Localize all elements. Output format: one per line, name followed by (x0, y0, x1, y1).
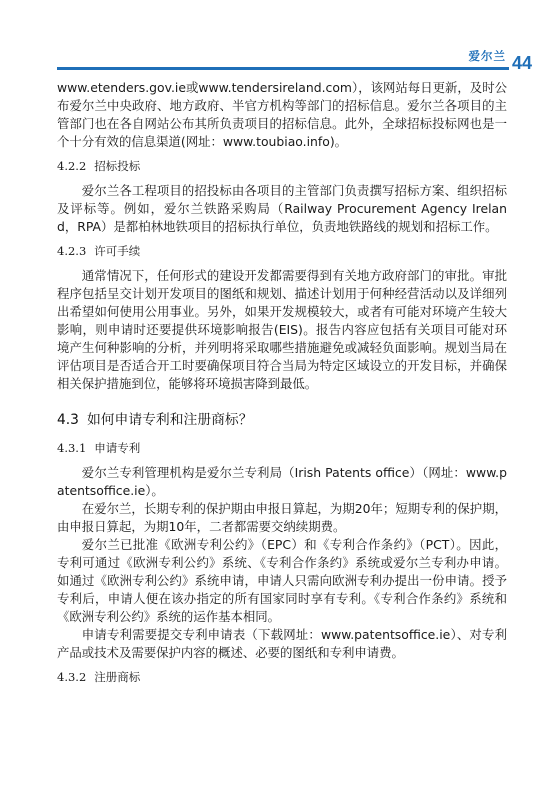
subsection-number: 4.3.1 (57, 441, 87, 455)
subsection-heading-4-2-3 (57, 242, 507, 260)
subsection-title: 招标投标 (94, 159, 141, 173)
running-header-title: 爱尔兰 (468, 49, 506, 63)
paragraph-permit-procedures: 通常情况下，任何形式的建设开发都需要得到有关地方政府部门的审批。审批程序包括呈交计划开发项目的图纸和规划、描述计划用于何种经营活动以及详细列出希望如何使用公用事业。另外，如果开发规模较大，或者有可能对环境产生较大影响，则申请时还要提供环境影响报告(EIS)。报告内容应包括有关项目可能对环境产生何种影响的分析，并列明将采取哪些措施避免或减轻负面影响。规划当局在评估项目是否适合开工时要确保项目符合当局为特定区域设立的开发目标，并确保相关保护措施到位，能够将环境损害降到最低。 (57, 268, 507, 391)
section-heading-4-3 (57, 409, 507, 431)
paragraph-tendering-process: 爱尔兰各工程项目的招投标由各项目的主管部门负责撰写招标方案、组织招标及评标等。例如，爱尔兰铁路采购局（Railway Procurement Agency Ireland，RPA）是都柏林地铁项目的招标执行单位，负责地铁路线的规划和招标工作。 (57, 183, 507, 234)
page-body (57, 79, 507, 693)
subsection-number: 4.2.2 (57, 159, 87, 173)
page-number: 44 (512, 53, 533, 73)
subsection-title: 申请专利 (94, 441, 141, 455)
paragraph-patent-terms: 在爱尔兰，长期专利的保护期由申报日算起，为期20年；短期专利的保护期，由申报日算起，为期10年，二者都需要交纳续期费。 (57, 501, 507, 534)
paragraph-patent-office: 爱尔兰专利管理机构是爱尔兰专利局（Irish Patents office）（网址：www.patentsoffice.ie）。 (57, 465, 507, 498)
subsection-number: 4.2.3 (57, 244, 87, 258)
subsection-heading-4-3-2 (57, 668, 507, 686)
subsection-title: 注册商标 (94, 670, 141, 684)
paragraph-patent-treaties: 爱尔兰已批准《欧洲专利公约》（EPC）和《专利合作条约》（PCT）。因此，专利可通过《欧洲专利公约》系统、《专利合作条约》系统或爱尔兰专利办申请。如通过《欧洲专利公约》系统申请，申请人只需向欧洲专利办提出一份申请。授予专利后，申请人便在该办指定的所有国家同时享有专利。《专利合作条约》系统和《欧洲专利公约》系统的运作基本相同。 (57, 537, 507, 624)
paragraph-tender-websites: www.etenders.gov.ie或www.tendersireland.com），该网站每日更新，及时公布爱尔兰中央政府、地方政府、半官方机构等部门的招标信息。爱尔兰各项目的主管部门也在各自网站公布其所负责项目的招标信息。此外，全球招标投标网也是一个十分有效的信息渠道(网址：www.toubiao.info)。 (57, 80, 507, 149)
section-title: 如何申请专利和注册商标？ (86, 412, 253, 428)
subsection-heading-4-3-1 (57, 439, 507, 457)
header-rule (57, 67, 509, 70)
paragraph-patent-application: 申请专利需要提交专利申请表（下载网址：www.patentsoffice.ie）、对专利产品或技术及需要保护内容的概述、必要的图纸和专利申请费。 (57, 627, 507, 660)
subsection-title: 许可手续 (94, 244, 141, 258)
section-number: 4.3 (57, 412, 79, 428)
subsection-heading-4-2-2 (57, 157, 507, 175)
subsection-number: 4.3.2 (57, 670, 87, 684)
